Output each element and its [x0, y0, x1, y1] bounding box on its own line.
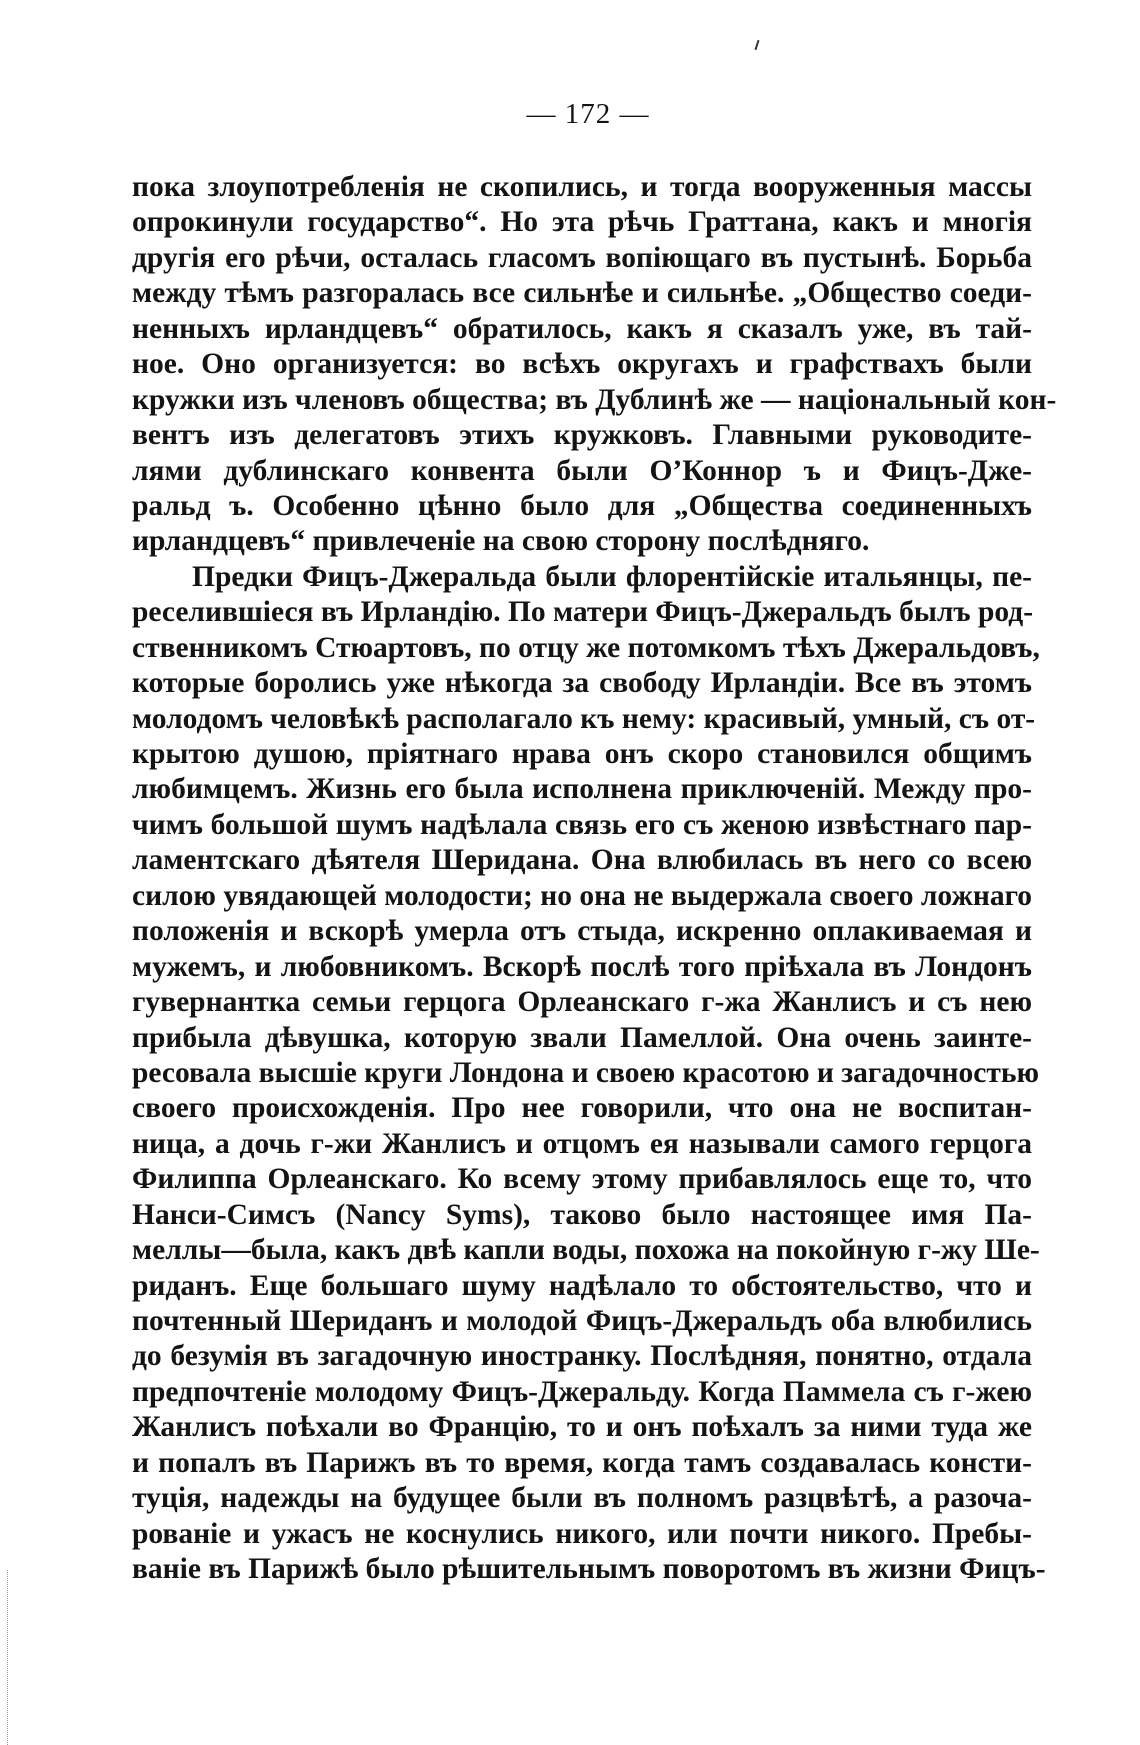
print-mark [755, 40, 760, 50]
text-line: Филиппа Орлеанскаго. Ко всему этому прибавлялось еще то, что [132, 1163, 1032, 1196]
margin-marks [7, 1570, 10, 1745]
text-line: ное. Оно организуется: во всѣхъ округахъ и графствахъ были [132, 348, 1032, 381]
text-line: положенія и вскорѣ умерла отъ стыда, искренно оплакиваемая и [132, 915, 1032, 948]
text-line: ирландцевъ“ привлеченіе на свою сторону послѣдняго. [132, 525, 870, 558]
text-line: силою увядающей молодости; но она не выдержала своего ложнаго [132, 879, 1032, 912]
text-line: Нанси-Симсъ (Nancy Syms), таково было настоящее имя Па- [132, 1198, 1032, 1231]
text-line: риданъ. Еще большаго шуму надѣлало то обстоятельство, что и [132, 1269, 1032, 1302]
text-line: рованіе и ужасъ не коснулись никого, или почти никого. Пребы- [132, 1517, 1032, 1550]
text-line: реселившіеся въ Ирландію. По матери Фицъ-Джеральдъ былъ род- [132, 596, 1034, 629]
text-line: лями дублинскаго конвента были О’Коннор ъ и Фицъ-Дже- [132, 454, 1032, 487]
text-line: вентъ изъ делегатовъ этихъ кружковъ. Главными руководите- [132, 419, 1032, 452]
text-line: молодомъ человѣкѣ располагало къ нему: красивый, умный, съ от- [132, 702, 1036, 735]
text-line: ламентскаго дѣятеля Шеридана. Она влюбилась въ него со всею [132, 844, 1032, 877]
paragraph [132, 170, 1057, 560]
text-line: ральд ъ. Особенно цѣнно было для „Общества соединенныхъ [132, 489, 1032, 522]
text-line: другія его рѣчи, осталась гласомъ вопіющаго въ пустынѣ. Борьба [132, 241, 1032, 274]
text-line: крытою душою, пріятнаго нрава онъ скоро становился общимъ [132, 738, 1032, 770]
text-line: ресовала высшіе круги Лондона и своею красотою и загадочностью [132, 1056, 1040, 1089]
text-line: почтенный Шериданъ и молодой Фицъ-Джеральдъ оба влюбились [132, 1305, 1032, 1337]
text-line: Жанлисъ поѣхали во Францію, то и онъ поѣхалъ за ними туда же [132, 1411, 1032, 1444]
text-line: своего происхожденія. Про нее говорили, что она не воспитан- [132, 1092, 1032, 1125]
text-line: туція, надежды на будущее были въ полномъ разцвѣтѣ, а разоча- [132, 1482, 1032, 1515]
text-line: меллы—была, какъ двѣ капли воды, похожа на покойную г-жу Ше- [132, 1234, 1040, 1267]
text-line: Предки Фицъ-Джеральда были флорентійскіе итальянцы, пе- [192, 560, 1032, 593]
text-line: чимъ большой шумъ надѣлала связь его съ женою извѣстнаго пар- [132, 808, 1032, 841]
text-line: до безумія въ загадочную иностранку. Послѣдняя, понятно, отдала [132, 1340, 1032, 1373]
text-line: ваніе въ Парижѣ было рѣшительнымъ поворотомъ въ жизни Фицъ- [132, 1553, 1046, 1586]
text-line: гувернантка семьи герцога Орлеанскаго г-жа Жанлисъ и съ нею [132, 986, 1032, 1019]
text-line: опрокинули государство“. Но эта рѣчь Граттана, какъ и многія [132, 206, 1032, 239]
text-line: мужемъ, и любовникомъ. Вскорѣ послѣ того пріѣхала въ Лондонъ [132, 950, 1032, 983]
text-line: любимцемъ. Жизнь его была исполнена приключеній. Между про- [132, 773, 1032, 806]
page-number: — 172 — [526, 98, 650, 130]
body-text [132, 170, 1057, 1588]
text-line: ненныхъ ирландцевъ“ обратилось, какъ я сказалъ уже, въ тай- [132, 312, 1032, 345]
paragraph [132, 560, 1046, 1588]
text-line: ница, а дочь г-жи Жанлисъ и отцомъ ея называли самого герцога [132, 1127, 1032, 1160]
text-line: и попалъ въ Парижъ въ то время, когда тамъ создавалась консти- [132, 1446, 1032, 1479]
text-line: предпочтеніе молодому Фицъ-Джеральду. Когда Паммела съ г-жею [132, 1375, 1032, 1408]
text-line: прибыла дѣвушка, которую звали Памеллой. Она очень заинте- [132, 1021, 1032, 1054]
text-line: которые боролись уже нѣкогда за свободу Ирландіи. Все въ этомъ [132, 667, 1032, 700]
text-line: ственникомъ Стюартовъ, по отцу же потомкомъ тѣхъ Джеральдовъ, [132, 631, 1040, 664]
text-line: кружки изъ членовъ общества; въ Дублинѣ же — національный кон- [132, 383, 1057, 416]
text-line: пока злоупотребленія не скопились, и тогда вооруженныя массы [132, 171, 1032, 203]
text-line: между тѣмъ разгоралась все сильнѣе и сильнѣе. „Общество соеди- [132, 277, 1032, 310]
